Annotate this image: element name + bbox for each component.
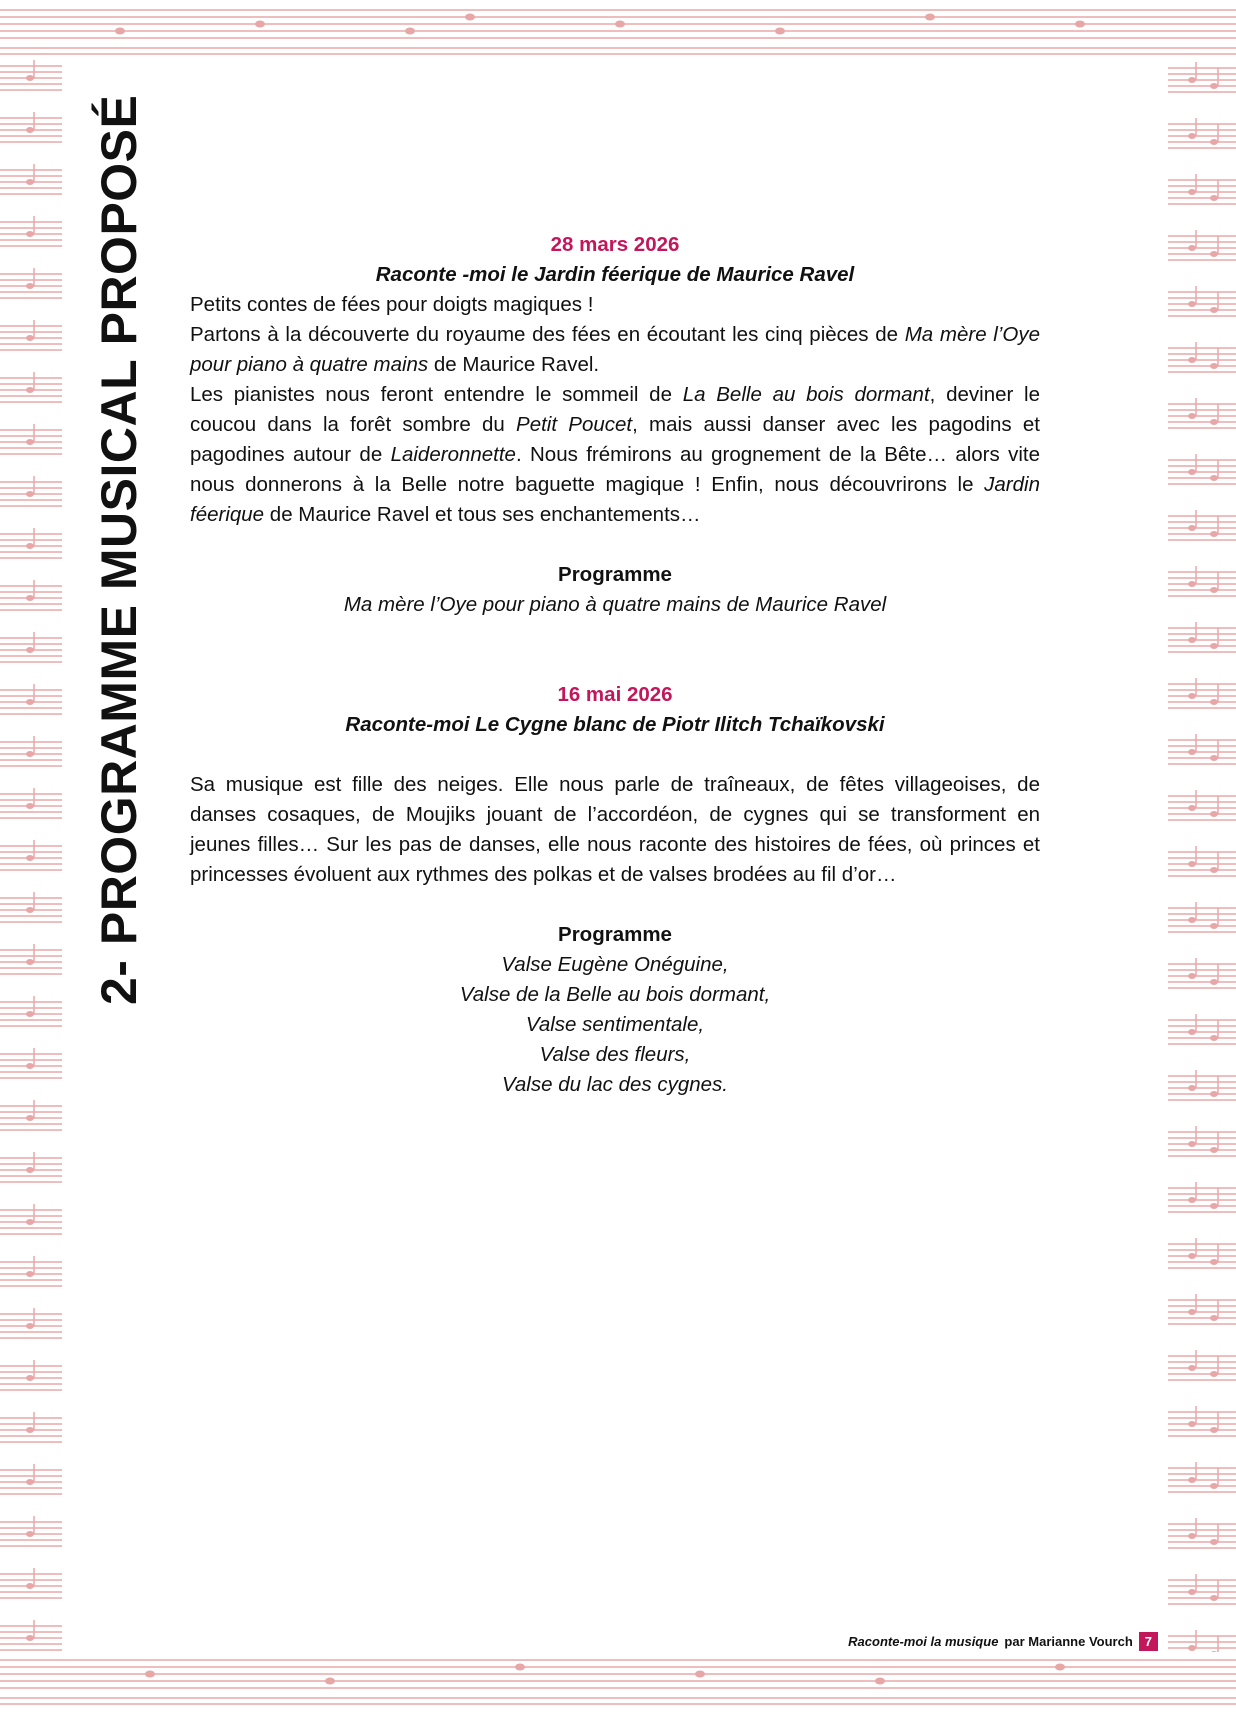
music-staff-border-right	[1168, 60, 1236, 1652]
programme-heading: Programme	[558, 923, 672, 946]
footer	[848, 1632, 1158, 1651]
italic-text-run: Jardin féerique	[190, 473, 1040, 526]
music-staff-icon	[0, 1652, 1236, 1712]
programme-item: Valse Eugène Onéguine,	[501, 953, 729, 976]
music-staff-border-top	[0, 0, 1236, 60]
music-staff-icon	[1168, 60, 1236, 1652]
programme-item: Valse des fleurs,	[539, 1043, 691, 1066]
event-title: Raconte -moi le Jardin féerique de Maurice Ravel	[375, 263, 855, 286]
event-paragraph-1	[190, 320, 1040, 380]
event-date: 16 mai 2026	[557, 683, 673, 706]
section-title: 2- PROGRAMME MUSICAL PROPOSÉ	[91, 94, 147, 1005]
italic-text-run: Petit Poucet	[516, 413, 633, 436]
programme-item: Valse sentimentale,	[525, 1013, 705, 1036]
italic-text-run: La Belle au bois dormant	[682, 383, 930, 406]
event-date: 28 mars 2026	[550, 233, 680, 256]
music-staff-border-bottom	[0, 1652, 1236, 1712]
footer-author: par Marianne Vourch	[1004, 1634, 1133, 1649]
music-staff-icon	[0, 0, 1236, 60]
content	[190, 230, 1040, 1100]
text-run: , mais aussi danser avec les pagodins et pagodines autour de	[190, 413, 1040, 466]
programme-heading: Programme	[558, 563, 672, 586]
event-1	[190, 230, 1040, 620]
text-run: de Maurice Ravel.	[428, 353, 600, 376]
music-staff-icon	[0, 60, 62, 1652]
italic-text-run: Ma mère l’Oye pour piano à quatre mains	[190, 323, 1040, 376]
programme-item: Valse de la Belle au bois dormant,	[459, 983, 771, 1006]
text-run: , deviner le coucou dans la forêt sombre du	[190, 383, 1041, 436]
event-paragraph: Sa musique est fille des neiges. Elle nous parle de traîneaux, de fêtes villageoises, de danses cosaques, de Moujiks jouant de l’accordéon, de cygnes qui se transforment en jeunes filles… Sur les pas de danses, elle nous raconte des histoires de fées, où princes et princesses évoluent aux rythmes des polkas et de valses brodées au fil d’or…	[190, 773, 1040, 886]
music-staff-border-left	[0, 60, 62, 1652]
event-paragraph-2	[190, 380, 1040, 530]
event-lead: Petits contes de fées pour doigts magiques !	[190, 293, 594, 316]
event-2	[190, 680, 1040, 1100]
page-number: 7	[1139, 1632, 1158, 1651]
text-run: Partons à la découverte du royaume des fées en écoutant les cinq pièces de	[190, 323, 905, 346]
programme-item: Ma mère l’Oye pour piano à quatre mains de Maurice Ravel	[343, 593, 887, 616]
text-run: de Maurice Ravel et tous ses enchantements…	[264, 503, 701, 526]
italic-text-run: Laideronnette	[390, 443, 516, 466]
footer-title: Raconte-moi la musique	[848, 1634, 999, 1649]
event-title: Raconte-moi Le Cygne blanc de Piotr Ilitch Tchaïkovski	[345, 713, 885, 736]
text-run: Les pianistes nous feront entendre le sommeil de	[190, 383, 683, 406]
text-run: . Nous frémirons au grognement de la Bête… alors vite nous donnerons à la Belle notre baguette magique ! Enfin, nous découvrirons le	[190, 443, 1040, 496]
programme-item: Valse du lac des cygnes.	[501, 1073, 728, 1096]
